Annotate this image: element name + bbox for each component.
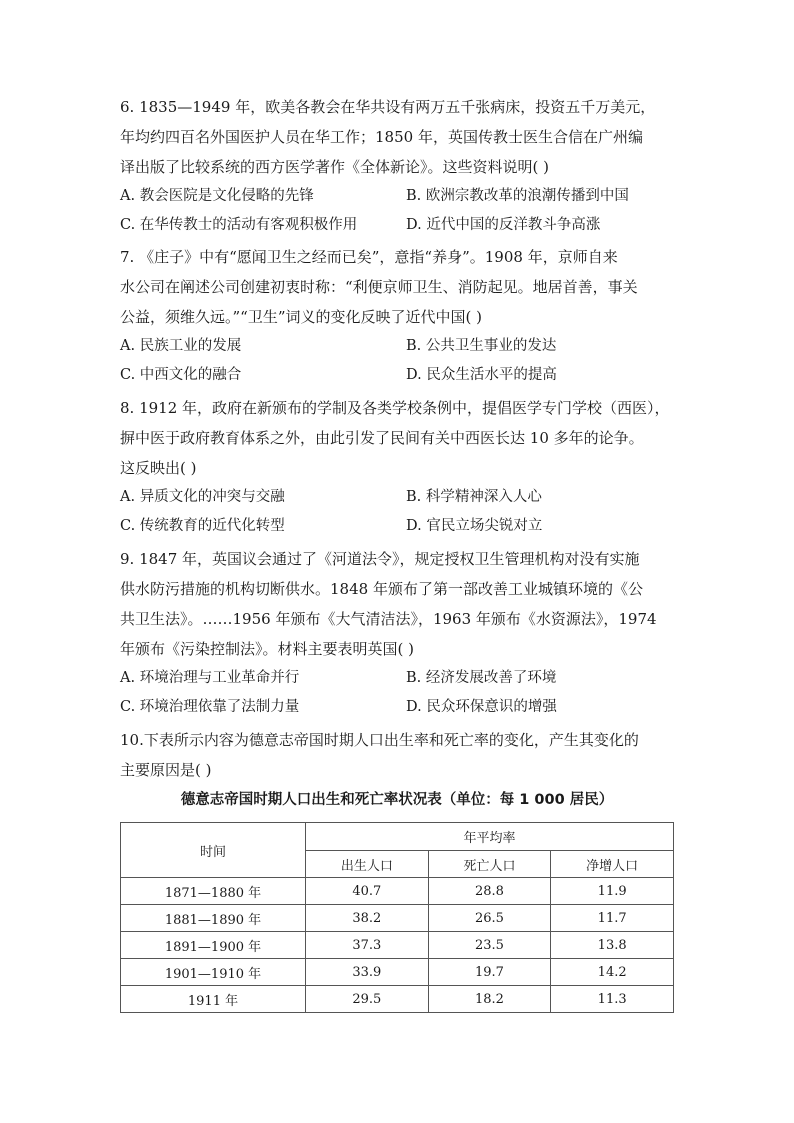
- option-row: [120, 664, 680, 693]
- table-cell: 1881—1890 年: [121, 905, 306, 932]
- question-8: [120, 393, 680, 541]
- option-c: C. 在华传教士的活动有客观积极作用: [120, 217, 358, 233]
- column-header-time: 时间: [121, 823, 306, 878]
- option-a: A. 教会医院是文化侵略的先锋: [120, 188, 314, 204]
- table-cell: 1891—1900 年: [121, 932, 306, 959]
- question-text: 译出版了比较系统的西方医学著作《全体新论》。这些资料说明( ): [120, 158, 549, 176]
- table-cell: 11.3: [551, 986, 674, 1013]
- table-cell: 23.5: [428, 932, 551, 959]
- table-cell: 13.8: [551, 932, 674, 959]
- option-a: A. 异质文化的冲突与交融: [120, 489, 285, 505]
- table-cell: 14.2: [551, 959, 674, 986]
- question-text: 供水防污措施的机构切断供水。1848 年颁布了第一部改善工业城镇环境的《公: [120, 580, 643, 598]
- option-d: D. 官民立场尖锐对立: [406, 518, 543, 534]
- table-row: [121, 932, 674, 959]
- table-cell: 33.9: [306, 959, 429, 986]
- option-a: A. 环境治理与工业革命并行: [120, 670, 300, 686]
- option-row: [120, 512, 680, 541]
- table-cell: 18.2: [428, 986, 551, 1013]
- option-b: B. 欧洲宗教改革的浪潮传播到中国: [406, 188, 629, 204]
- question-text: 这反映出( ): [120, 459, 197, 477]
- option-c: C. 中西文化的融合: [120, 367, 242, 383]
- option-row: [120, 693, 680, 722]
- option-d: D. 民众生活水平的提高: [406, 367, 557, 383]
- table-cell: 19.7: [428, 959, 551, 986]
- question-text: 摒中医于政府教育体系之外，由此引发了民间有关中西医长达 10 多年的论争。: [120, 429, 644, 447]
- question-text: 9. 1847 年，英国议会通过了《河道法令》，规定授权卫生管理机构对没有实施: [120, 550, 640, 568]
- table-cell: 11.9: [551, 878, 674, 905]
- table-title: 德意志帝国时期人口出生和死亡率状况表（单位：每 1 000 居民）: [180, 792, 614, 808]
- option-c: C. 传统教育的近代化转型: [120, 518, 285, 534]
- table-cell: 29.5: [306, 986, 429, 1013]
- column-header-group: 年平均率: [306, 823, 674, 851]
- question-text: 8. 1912 年，政府在新颁布的学制及各类学校条例中，提倡医学专门学校（西医），: [120, 399, 670, 417]
- question-9: [120, 544, 680, 722]
- question-6: [120, 92, 680, 240]
- question-text: 水公司在阐述公司创建初衷时称：“利便京师卫生、消防起见。地居首善，事关: [120, 278, 638, 296]
- table-row: [121, 905, 674, 932]
- column-header: 出生人口: [306, 851, 429, 878]
- option-a: A. 民族工业的发展: [120, 338, 242, 354]
- option-d: D. 民众环保意识的增强: [406, 699, 557, 715]
- table-cell: 1911 年: [121, 986, 306, 1013]
- option-c: C. 环境治理依靠了法制力量: [120, 699, 300, 715]
- column-header: 净增人口: [551, 851, 674, 878]
- table-cell: 28.8: [428, 878, 551, 905]
- question-7: [120, 242, 680, 390]
- column-header: 死亡人口: [428, 851, 551, 878]
- table-row: [121, 878, 674, 905]
- table-row: [121, 959, 674, 986]
- option-b: B. 公共卫生事业的发达: [406, 338, 557, 354]
- question-10: [120, 725, 680, 785]
- table-row: [121, 986, 674, 1013]
- question-text: 年均约四百名外国医护人员在华工作；1850 年，英国传教士医生合信在广州编: [120, 128, 643, 146]
- option-row: [120, 182, 680, 211]
- question-text: 年颁布《污染控制法》。材料主要表明英国( ): [120, 640, 414, 658]
- option-row: [120, 361, 680, 390]
- option-row: [120, 483, 680, 512]
- table-cell: 38.2: [306, 905, 429, 932]
- question-text: 7. 《庄子》中有“愿闻卫生之经而已矣”，意指“养身”。1908 年，京师自来: [120, 248, 618, 266]
- option-b: B. 经济发展改善了环境: [406, 670, 557, 686]
- table-cell: 1901—1910 年: [121, 959, 306, 986]
- question-text: 共卫生法》。……1956 年颁布《大气清洁法》，1963 年颁布《水资源法》，1974: [120, 610, 657, 628]
- population-table: [120, 822, 674, 1013]
- option-row: [120, 332, 680, 361]
- question-text: 主要原因是( ): [120, 761, 212, 779]
- table-cell: 40.7: [306, 878, 429, 905]
- table-cell: 26.5: [428, 905, 551, 932]
- question-text: 6. 1835—1949 年，欧美各教会在华共设有两万五千张病床，投资五千万美元，: [120, 98, 656, 116]
- table-cell: 1871—1880 年: [121, 878, 306, 905]
- question-text: 10.下表所示内容为德意志帝国时期人口出生率和死亡率的变化，产生其变化的: [120, 731, 639, 749]
- option-row: [120, 211, 680, 240]
- table-cell: 11.7: [551, 905, 674, 932]
- table-cell: 37.3: [306, 932, 429, 959]
- option-b: B. 科学精神深入人心: [406, 489, 542, 505]
- option-d: D. 近代中国的反洋教斗争高涨: [406, 217, 601, 233]
- question-text: 公益，须维久远。”“卫生”词义的变化反映了近代中国( ): [120, 308, 482, 326]
